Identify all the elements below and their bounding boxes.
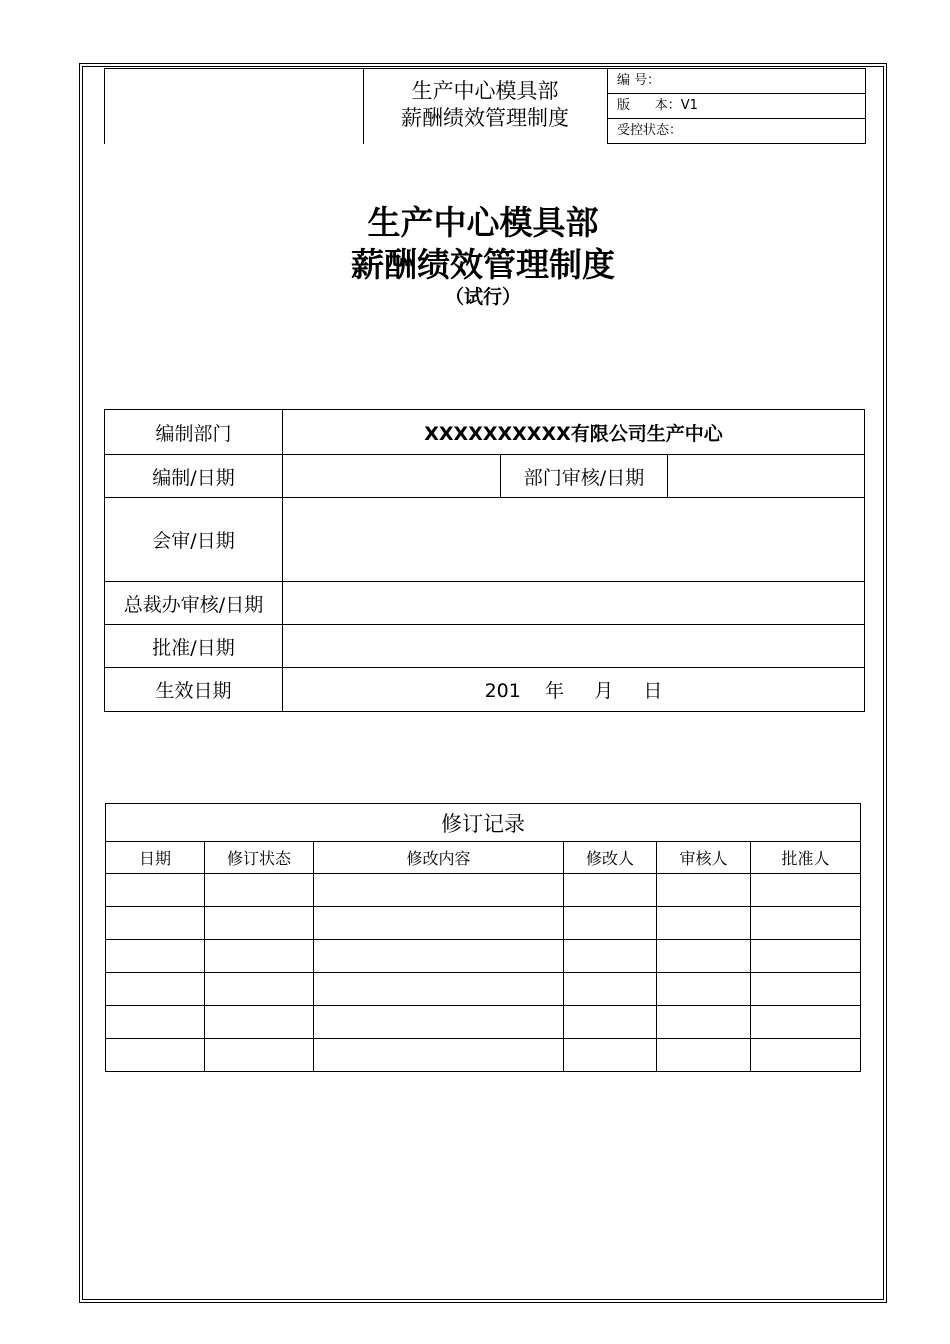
page-subtitle: （试行） (444, 286, 521, 308)
table-cell (657, 1039, 751, 1072)
table-cell (205, 1039, 314, 1072)
approval-table (104, 409, 865, 712)
table-row (106, 804, 861, 842)
joint-review-value (283, 498, 865, 582)
table-row (105, 455, 865, 498)
table-row (106, 1006, 861, 1039)
compile-value (283, 455, 501, 498)
page-title (0, 202, 950, 286)
table-cell (751, 874, 861, 907)
table-cell (314, 907, 564, 940)
table-row (105, 498, 865, 582)
table-cell (751, 940, 861, 973)
table-cell (106, 1006, 205, 1039)
joint-review-label: 会审/日期 (105, 498, 283, 582)
page-title-line1: 生产中心模具部 (367, 203, 599, 242)
page-title-line2: 薪酬绩效管理制度 (351, 245, 615, 284)
table-cell (564, 940, 657, 973)
table-cell (205, 874, 314, 907)
column-header: 修改内容 (314, 842, 564, 874)
table-header-row (106, 842, 861, 874)
table-row (105, 625, 865, 668)
table-row (106, 973, 861, 1006)
dept-review-value (668, 455, 865, 498)
header-left-rule (104, 68, 105, 144)
table-cell (751, 1039, 861, 1072)
version-field: 版 本：V1 (608, 94, 865, 119)
table-row (106, 1039, 861, 1072)
table-cell (205, 940, 314, 973)
approve-value (283, 625, 865, 668)
approve-label: 批准/日期 (105, 625, 283, 668)
table-cell (106, 973, 205, 1006)
column-header: 日期 (106, 842, 205, 874)
table-row (106, 874, 861, 907)
table-row (105, 410, 865, 455)
column-header: 审核人 (657, 842, 751, 874)
table-cell (106, 1039, 205, 1072)
table-cell (314, 874, 564, 907)
effective-label: 生效日期 (105, 668, 283, 712)
table-cell (314, 1006, 564, 1039)
table-cell (564, 1039, 657, 1072)
table-cell (106, 874, 205, 907)
ceo-review-value (283, 582, 865, 625)
table-cell (564, 973, 657, 1006)
table-cell (657, 907, 751, 940)
revision-body (106, 874, 861, 1072)
table-cell (314, 1039, 564, 1072)
column-header: 修改人 (564, 842, 657, 874)
compile-label: 编制/日期 (105, 455, 283, 498)
table-cell (751, 1006, 861, 1039)
table-cell (564, 907, 657, 940)
header-title-line1: 生产中心模具部 (411, 79, 559, 103)
header-title-line2: 薪酬绩效管理制度 (401, 106, 569, 130)
table-row (105, 668, 865, 712)
table-row (105, 582, 865, 625)
revision-table (105, 803, 861, 1072)
table-cell (657, 874, 751, 907)
dept-label: 编制部门 (105, 410, 283, 455)
table-cell (657, 940, 751, 973)
dept-review-label: 部门审核/日期 (501, 455, 668, 498)
revision-caption: 修订记录 (106, 804, 861, 842)
column-header: 批准人 (751, 842, 861, 874)
table-cell (657, 1006, 751, 1039)
ceo-review-label: 总裁办审核/日期 (105, 582, 283, 625)
table-row (106, 907, 861, 940)
dept-value: XXXXXXXXXX有限公司生产中心 (283, 410, 865, 455)
table-cell (205, 973, 314, 1006)
header-meta-box (607, 68, 866, 144)
control-status-field: 受控状态： (617, 123, 683, 138)
table-row (106, 940, 861, 973)
table-cell (564, 1006, 657, 1039)
table-cell (106, 907, 205, 940)
table-cell (205, 1006, 314, 1039)
table-cell (564, 874, 657, 907)
doc-number-field: 编 号： (608, 69, 865, 94)
header-doc-title (364, 78, 606, 132)
table-cell (751, 907, 861, 940)
column-header: 修订状态 (205, 842, 314, 874)
table-cell (205, 907, 314, 940)
table-cell (106, 940, 205, 973)
table-cell (314, 973, 564, 1006)
table-cell (751, 973, 861, 1006)
table-cell (657, 973, 751, 1006)
table-cell (314, 940, 564, 973)
effective-value: 201 年 月 日 (283, 668, 865, 712)
